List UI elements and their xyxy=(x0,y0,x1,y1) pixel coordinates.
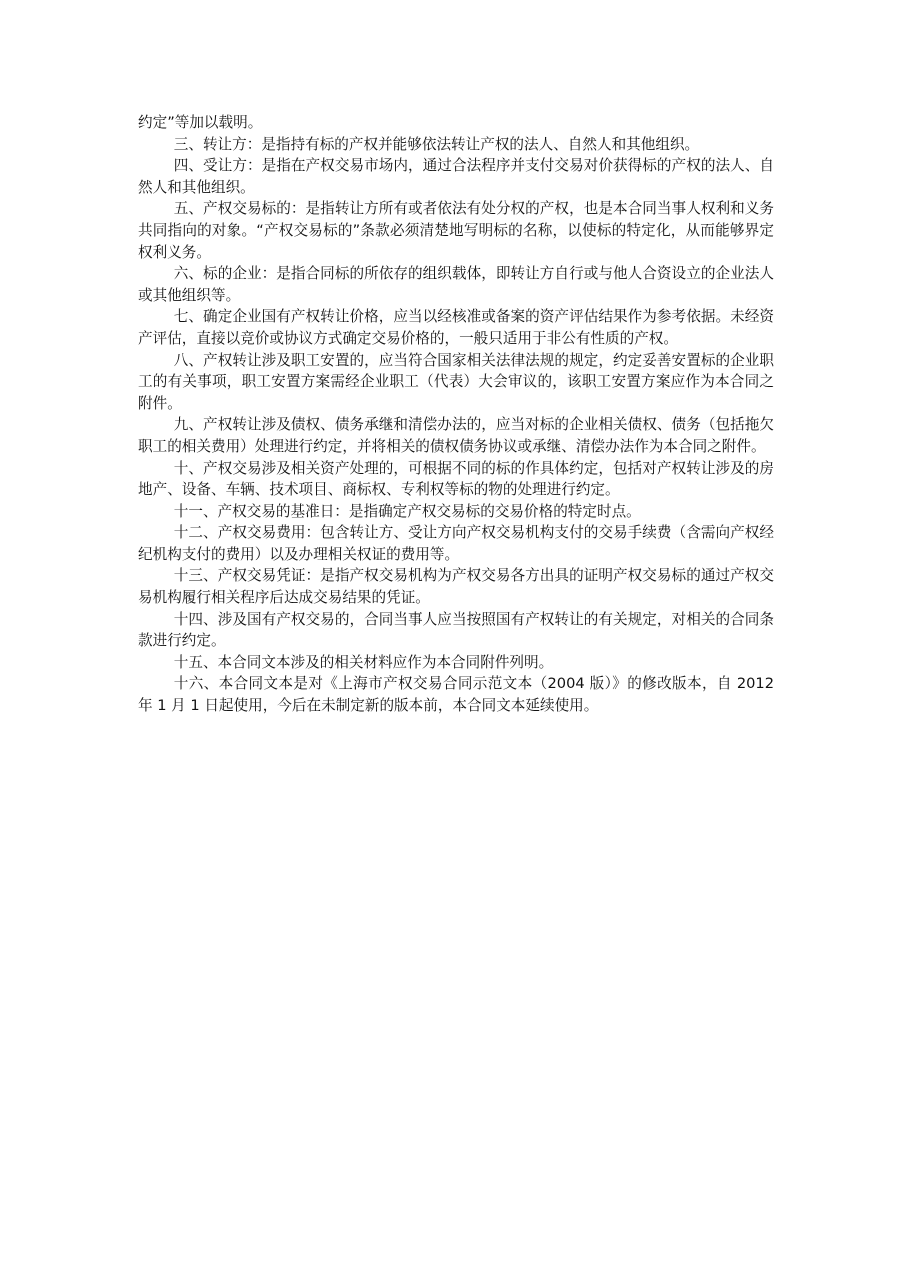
clause-8-staff-placement: 八、产权转让涉及职工安置的，应当符合国家相关法律法规的规定，约定妥善安置标的企业职工的有关事项，职工安置方案需经企业职工（代表）大会审议的，该职工安置方案应作为本合同之附件。 xyxy=(138,351,774,412)
clause-14-state-owned: 十四、涉及国有产权交易的，合同当事人应当按照国有产权转让的有关规定，对相关的合同条款进行约定。 xyxy=(138,610,774,650)
document-body xyxy=(138,112,774,717)
clause-4-transferee: 四、受让方：是指在产权交易市场内，通过合法程序并支付交易对价获得标的产权的法人、自然人和其他组织。 xyxy=(138,157,774,196)
clause-13-certificate: 十三、产权交易凭证：是指产权交易机构为产权交易各方出具的证明产权交易标的通过产权交易机构履行相关程序后达成交易结果的凭证。 xyxy=(138,567,774,607)
clause-3-transferor: 三、转让方：是指持有标的产权并能够依法转让产权的法人、自然人和其他组织。 xyxy=(173,135,700,153)
clause-5-subject: 五、产权交易标的：是指转让方所有或者依法有处分权的产权，也是本合同当事人权利和义务共同指向的对象。“产权交易标的”条款必须清楚地写明标的名称，以使标的特定化，从而能够界定权利义务。 xyxy=(138,200,774,261)
clause-15-attachments: 十五、本合同文本涉及的相关材料应作为本合同附件列明。 xyxy=(173,653,554,671)
clause-6-target-enterprise: 六、标的企业：是指合同标的所依存的组织载体，即转让方自行或与他人合资设立的企业法人或其他组织等。 xyxy=(138,265,774,304)
clause-16-version: 十六、本合同文本是对《上海市产权交易合同示范文本（2004 版）》的修改版本，自 2012 年 1 月 1 日起使用，今后在未制定新的版本前，本合同文本延续使用。 xyxy=(138,675,774,715)
paragraph-continuation: 约定”等加以载明。 xyxy=(138,114,263,131)
clause-7-pricing: 七、确定企业国有产权转让价格，应当以经核准或备案的资产评估结果作为参考依据。未经资产评估，直接以竞价或协议方式确定交易价格的，一般只适用于非公有性质的产权。 xyxy=(138,308,774,347)
clause-10-assets: 十、产权交易涉及相关资产处理的，可根据不同的标的作具体约定，包括对产权转让涉及的房地产、设备、车辆、技术项目、商标权、专利权等标的物的处理进行约定。 xyxy=(138,459,774,499)
clause-9-debts: 九、产权转让涉及债权、债务承继和清偿办法的，应当对标的企业相关债权、债务（包括拖欠职工的相关费用）处理进行约定，并将相关的债权债务协议或承继、清偿办法作为本合同之附件。 xyxy=(138,416,774,455)
clause-11-base-date: 十一、产权交易的基准日：是指确定产权交易标的交易价格的特定时点。 xyxy=(173,502,641,520)
clause-12-fees: 十二、产权交易费用：包含转让方、受让方向产权交易机构支付的交易手续费（含需向产权经纪机构支付的费用）以及办理相关权证的费用等。 xyxy=(138,524,774,563)
